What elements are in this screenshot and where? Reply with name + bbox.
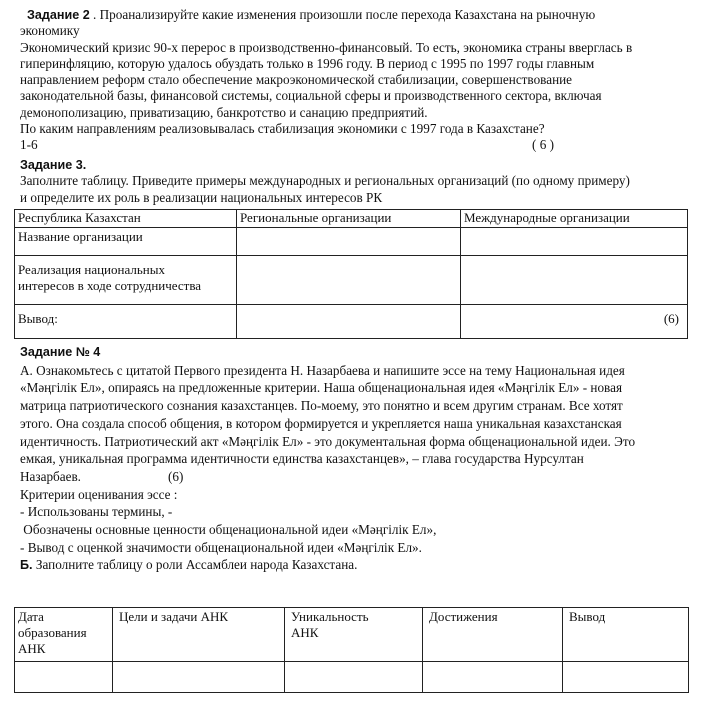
task3-line-1: Заполните таблицу. Приведите примеры международных и региональных организаций (по одному примеру) [20,173,630,189]
task4b-header-goals: Цели и задачи АНК [113,608,285,662]
task4-a-line-2: «Мәңгілік Ел», опираясь на предложенные критерии. Наша общенациональная идея «Мәңгілік Ел» - новая [20,380,623,396]
task3-cell-international-name[interactable] [461,228,688,256]
task2-intro-line-1: . Проанализируйте какие изменения произошли после перехода Казахстана на рыночную [93,7,596,22]
task3-row-name-label: Название организации [15,228,237,256]
task3-table-row-conclusion [15,305,688,339]
task3-cell-regional-interests[interactable] [237,256,461,305]
task2-body-line-3: направлением реформ стало обеспечение макроэкономической стабилизации, совершенствование [20,72,573,88]
task2-score: ( 6 ) [532,137,554,153]
task2-intro-line-2: экономику [20,23,80,39]
task3-table-header-row [15,210,688,228]
task2-body-line-5: демонополизацию, приватизацию, банкротство и санацию предприятий. [20,104,428,120]
task3-cell-regional-name[interactable] [237,228,461,256]
task3-block [20,157,702,206]
task3-row-interests-line-2: интересов в ходе сотрудничества [18,278,202,293]
task4b-header-uniqueness-line-2: АНК [291,625,319,640]
task4-a-line-3: матрица патриотического сознания казахстанцев. По-моему, это понятно и всем другим странам. Все хотят [20,398,623,414]
task4-a-score: (6) [168,468,184,484]
task3-conclusion-score: (6) [461,305,688,339]
task4-b-label: Б. [20,558,33,573]
task4b-cell-date[interactable] [15,662,113,693]
task2-title: Задание 2 [27,8,90,22]
task3-row-interests-line-1: Реализация национальных [18,262,165,277]
task4-criterion-1: - Использованы термины, - [20,504,173,520]
task4b-header-uniqueness [285,608,423,662]
task4b-cell-goals[interactable] [113,662,285,693]
task4b-header-date [15,608,113,662]
task4b-table [14,607,689,693]
task4b-header-conclusion: Вывод [563,608,689,662]
task4b-header-date-line-1: Дата [18,609,44,624]
task3-table [14,209,688,339]
task4-a-line-6: емкая, уникальная программа идентичности единства казахстанцев», – глава государства Нурсултан [20,451,584,467]
task4b-cell-uniqueness[interactable] [285,662,423,693]
task2-body-line-2: гиперинфляцию, которую удалось обуздать только в 1996 году. В период с 1995 по 1997 годы главным [20,55,595,71]
task4-a-line-4: этого. Она создала способ общения, в котором формируется и укрепляется наша уникальная казахстанская [20,415,622,431]
task3-row-conclusion-label: Вывод: [15,305,237,339]
task4-title: Задание № 4 [20,345,101,359]
task4b-header-date-line-2: образования [18,625,87,640]
task4-b-text: Заполните таблицу о роли Ассамблеи народа Казахстана. [32,557,358,573]
task3-table-row-name [15,228,688,256]
task4b-header-achievements: Достижения [423,608,563,662]
task3-cell-international-interests[interactable] [461,256,688,305]
task4b-cell-conclusion[interactable] [563,662,689,693]
task3-cell-conclusion-regional[interactable] [237,305,461,339]
task3-header-international: Международные организации [461,210,688,228]
task3-header-regional: Региональные организации [237,210,461,228]
task4-a-line-5: идентичность. Патриотический акт «Мәңгілік Ел» - это документальная форма общенациональной идеи. Это [20,433,636,449]
task4-criterion-3: - Вывод с оценкой значимости общенациональной идеи «Мәңгілік Ел». [20,539,422,555]
task3-row-interests-label [15,256,237,305]
task4-criterion-2: Обозначены основные ценности общенациональной идеи «Мәңгілік Ел», [20,522,437,538]
task4b-header-uniqueness-line-1: Уникальность [291,609,369,624]
task2-block [20,7,702,154]
task4-criteria-title: Критерии оценивания эссе : [20,486,178,502]
task4b-table-header-row [15,608,689,662]
task3-line-2: и определите их роль в реализации национальных интересов РК [20,189,383,205]
task3-header-kz: Республика Казахстан [15,210,237,228]
task4b-header-date-line-3: АНК [18,641,46,656]
task2-body-line-4: законодательной базы, финансовой системы, социальной сферы и производственного сектора, включая [20,88,602,104]
task2-range: 1-6 [20,137,38,153]
task4-block [20,344,702,575]
task3-title: Задание 3. [20,158,87,172]
task4b-cell-achievements[interactable] [423,662,563,693]
task2-body-line-1: Экономический кризис 90-х перерос в производственно-финансовый. То есть, экономика страны вверглась в [20,39,633,55]
task4-a-line-1: А. Ознакомьтесь с цитатой Первого президента Н. Назарбаева и напишите эссе на тему Национальная идея [20,362,625,378]
task2-question: По каким направлениям реализовывалась стабилизация экономики с 1997 года в Казахстане? [20,121,545,137]
task3-table-row-interests [15,256,688,305]
task4b-table-answer-row [15,662,689,693]
task4-a-last: Назарбаев. [20,468,81,484]
